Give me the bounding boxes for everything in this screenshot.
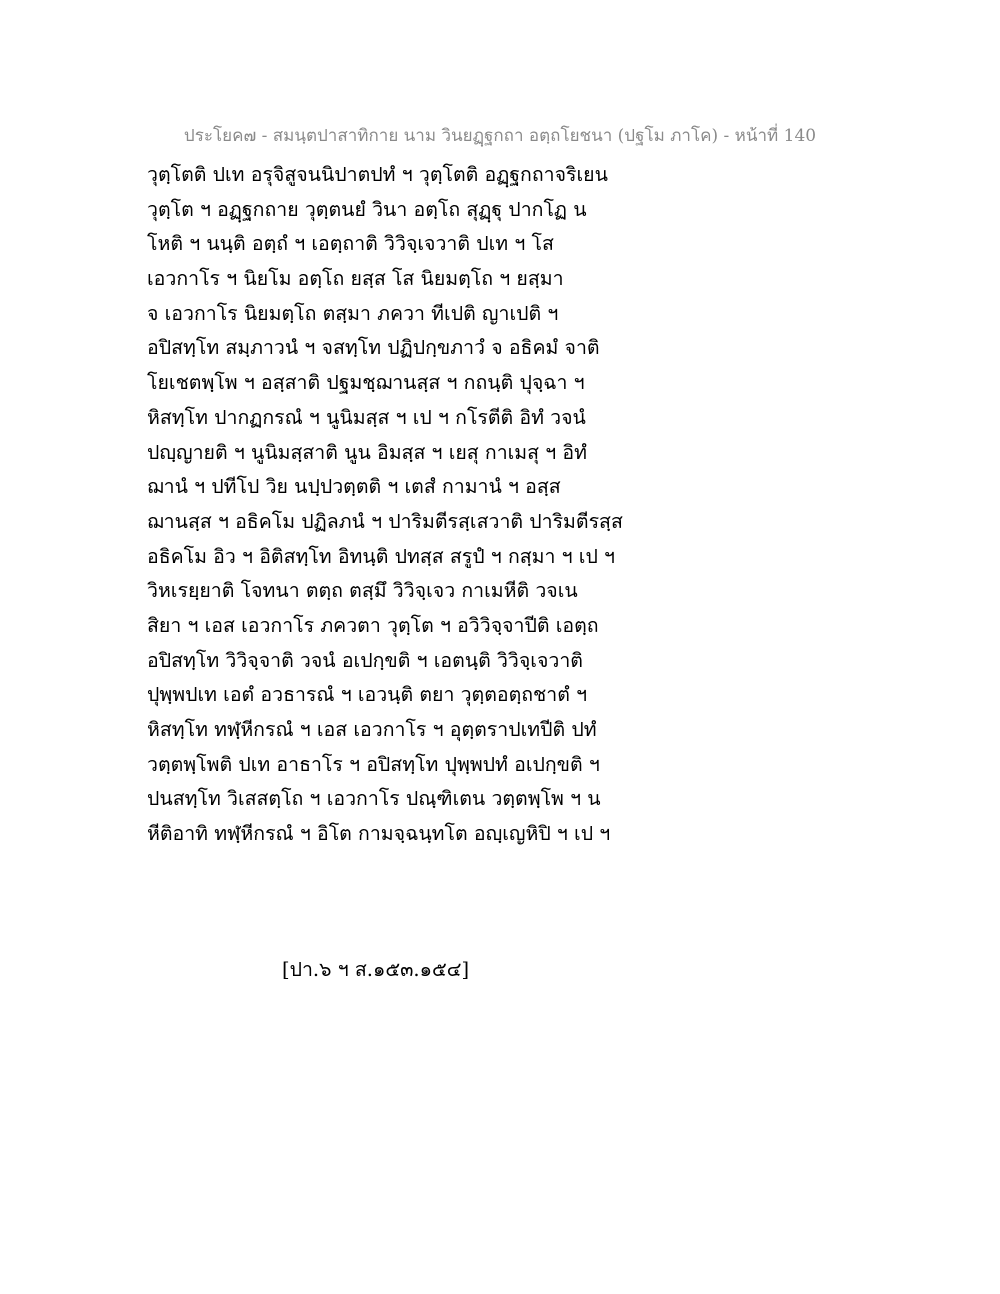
source-reference: [ปา.๖ ฯ ส.๑๕๓.๑๕๔]: [282, 958, 470, 981]
text-line: วุตฺโต ฯ อฏฺฐกถาย วุตฺตนยํ วินา อตฺโถ สุฏฺฐุ ปากโฏ น: [147, 197, 587, 221]
running-header: [0, 122, 1000, 149]
text-line: ปุพฺพปเท เอตํ อวธารณํ ฯ เอวนฺติ ตยา วุตฺตอตฺถชาตํ ฯ: [147, 683, 588, 707]
text-line: หีติอาทิ ทฬฺหีกรณํ ฯ อิโต กามจฺฉนฺทโต อญฺเญหิปิ ฯ เป ฯ: [147, 822, 611, 846]
text-line: หิสทฺโท ปากฏกรณํ ฯ นูนิมสฺส ฯ เป ฯ กโรตีติ อิทํ วจนํ: [147, 405, 586, 429]
body-text: [147, 158, 647, 852]
text-line: วุตฺโตติ ปเท อรุจิสูจนนิปาตปทํ ฯ วุตฺโตติ อฏฺฐกถาจริเยน: [147, 163, 608, 186]
text-line: วตฺตพฺโพติ ปเท อาธาโร ฯ อปิสทฺโท ปุพฺพปทํ อเปกฺขติ ฯ: [147, 752, 600, 776]
text-line: หิสทฺโท ทฬฺหีกรณํ ฯ เอส เอวกาโร ฯ อุตฺตราปเทปีติ ปทํ: [147, 718, 597, 741]
text-line: เอวกาโร ฯ นิยโม อตฺโถ ยสฺส โส นิยมตฺโถ ฯ ยสฺมา: [147, 267, 564, 291]
text-line: ฌานสฺส ฯ อธิคโม ปฏิลภนํ ฯ ปาริมตีรสฺเสวาติ ปาริมตีรสฺส: [147, 509, 623, 533]
text-line: อธิคโม อิว ฯ อิติสทฺโท อิทนฺติ ปทสฺส สรูปํ ฯ กสฺมา ฯ เป ฯ: [147, 544, 615, 568]
text-line: โหติ ฯ นนฺติ อตฺถํ ฯ เอตฺถาติ วิวิจฺเจวาติ ปเท ฯ โส: [147, 232, 554, 256]
text-line: วิหเรยฺยาติ โจทนา ตตฺถ ตสฺมึ วิวิจฺเจว กาเมหีติ วจเน: [147, 579, 578, 603]
text-line: โยเชตพฺโพ ฯ อสฺสาติ ปฐมชฺฌานสฺส ฯ กถนฺติ ปุจฺฉา ฯ: [147, 371, 585, 395]
text-line: จ เอวกาโร นิยมตฺโถ ตสฺมา ภควา ทีเปติ ญาเปติ ฯ: [147, 301, 559, 325]
text-line: ปญฺญายติ ฯ นูนิมสฺสาติ นูน อิมสฺส ฯ เยสุ กาเมสุ ฯ อิทํ: [147, 440, 587, 464]
text-line: สิยา ฯ เอส เอวกาโร ภควตา วุตฺโต ฯ อวิวิจฺจาปีติ เอตฺถ: [147, 613, 599, 637]
text-line: ปนสทฺโท วิเสสตฺโถ ฯ เอวกาโร ปณฺฑิเตน วตฺตพฺโพ ฯ น: [147, 787, 601, 811]
text-line: อปิสทฺโท วิวิจฺจาติ วจนํ อเปกฺขติ ฯ เอตนฺติ วิวิจฺเจวาติ: [147, 648, 583, 672]
text-line: ฌานํ ฯ ปทีโป วิย นปฺปวตฺตติ ฯ เตสํ กามานํ ฯ อสฺส: [147, 475, 561, 499]
running-title: ประโยค๗ - สมนฺตปาสาทิกาย นาม วินยฏฺฐกถา อตฺถโยชนา (ปฐโม ภาโค) - หน้าที่ 140: [183, 126, 817, 146]
text-line: อปิสทฺโท สมฺภาวนํ ฯ จสทฺโท ปฏิปกฺขภาวํ จ อธิคมํ จาติ: [147, 336, 600, 360]
